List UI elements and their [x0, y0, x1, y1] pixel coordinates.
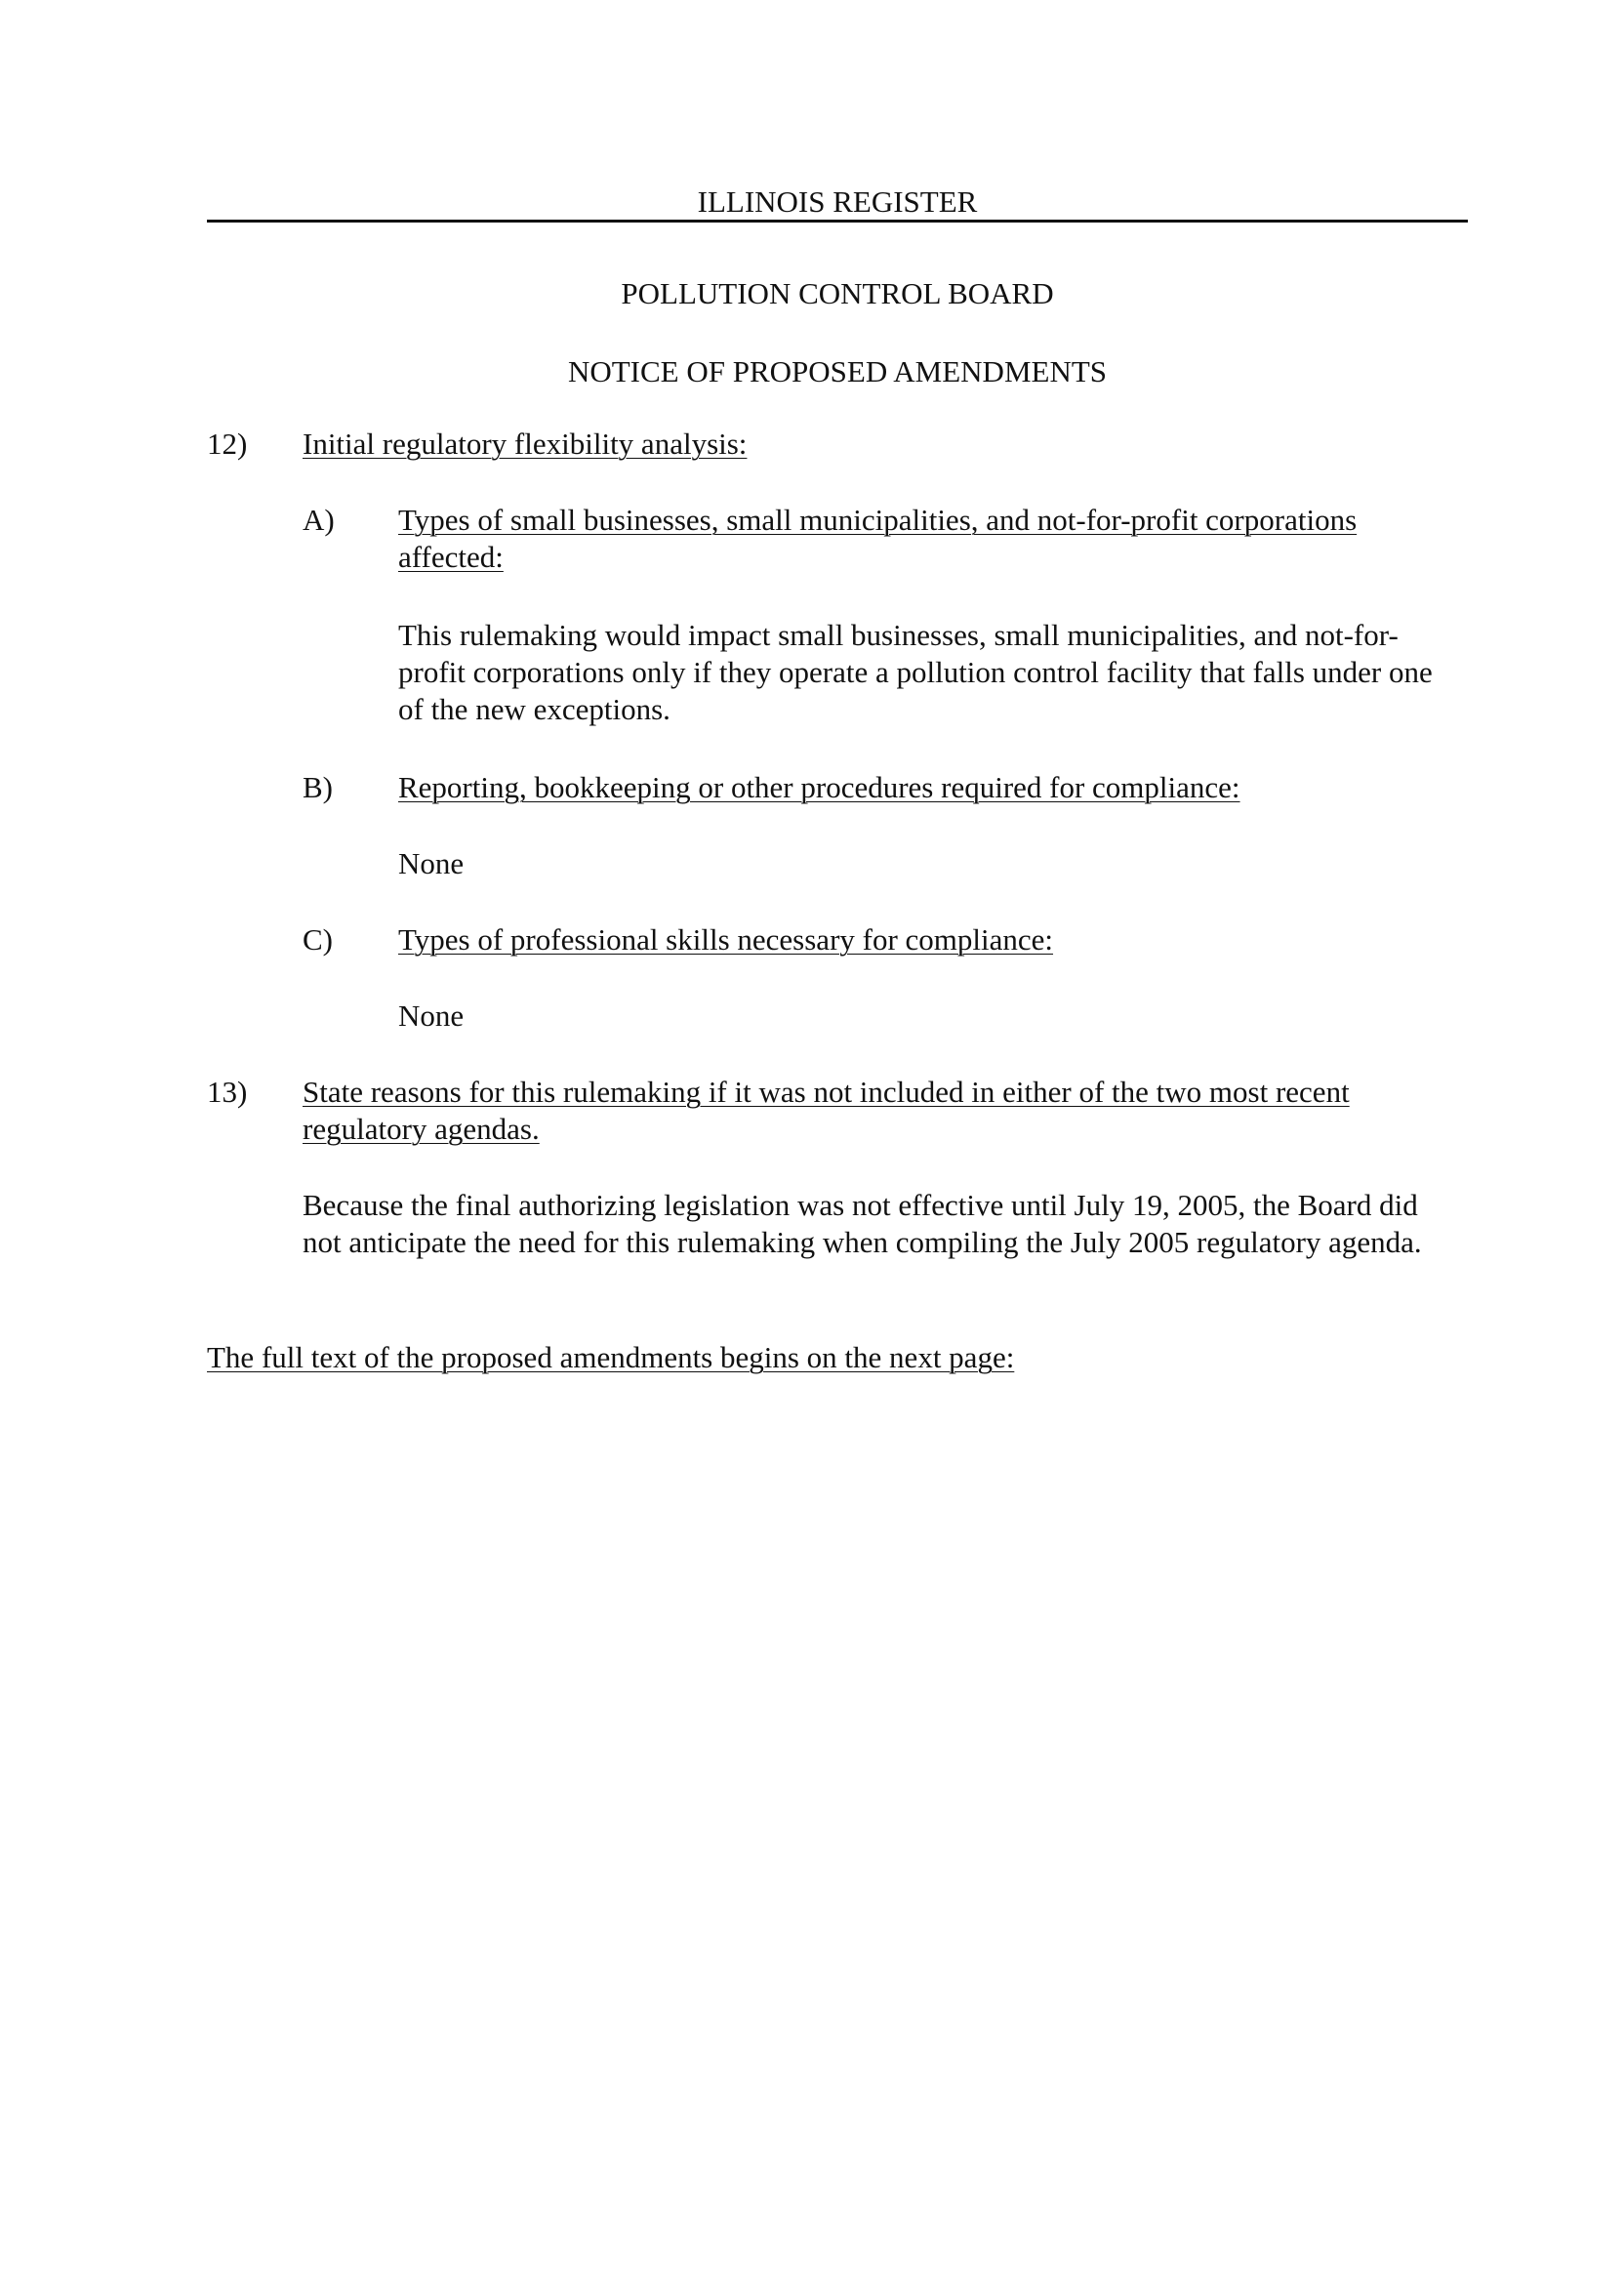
header-rule	[207, 220, 1468, 223]
section-12c-body: None	[398, 998, 465, 1033]
section-13-number: 13)	[207, 1075, 248, 1109]
section-13-heading: State reasons for this rulemaking if it was not included in either of the two most recent regulatory agendas.	[303, 1075, 1350, 1146]
section-12c-label: C)	[303, 922, 333, 957]
section-12c-heading: Types of professional skills necessary for compliance:	[398, 922, 1054, 957]
section-12a-heading: Types of small businesses, small municipalities, and not-for-profit corporations affected:	[398, 503, 1358, 574]
section-12a-label: A)	[303, 503, 335, 537]
notice-title: NOTICE OF PROPOSED AMENDMENTS	[567, 354, 1108, 388]
footer-note: The full text of the proposed amendments begins on the next page:	[207, 1340, 1015, 1374]
agency-title: POLLUTION CONTROL BOARD	[621, 276, 1054, 310]
running-head: ILLINOIS REGISTER	[697, 184, 978, 219]
section-12-number: 12)	[207, 427, 248, 461]
section-12a-body: This rulemaking would impact small businesses, small municipalities, and not-for-profit corporations only if they operate a pollution control facility that falls under one of the new exceptions.	[398, 618, 1433, 726]
section-12-heading: Initial regulatory flexibility analysis:	[303, 427, 748, 461]
section-13-body: Because the final authorizing legislation was not effective until July 19, 2005, the Board did not anticipate the need for this rulemaking when compiling the July 2005 regulatory agenda.	[303, 1188, 1422, 1259]
section-12b-body: None	[398, 846, 465, 880]
section-12b-label: B)	[303, 770, 333, 804]
section-12b-heading: Reporting, bookkeeping or other procedures required for compliance:	[398, 770, 1240, 804]
